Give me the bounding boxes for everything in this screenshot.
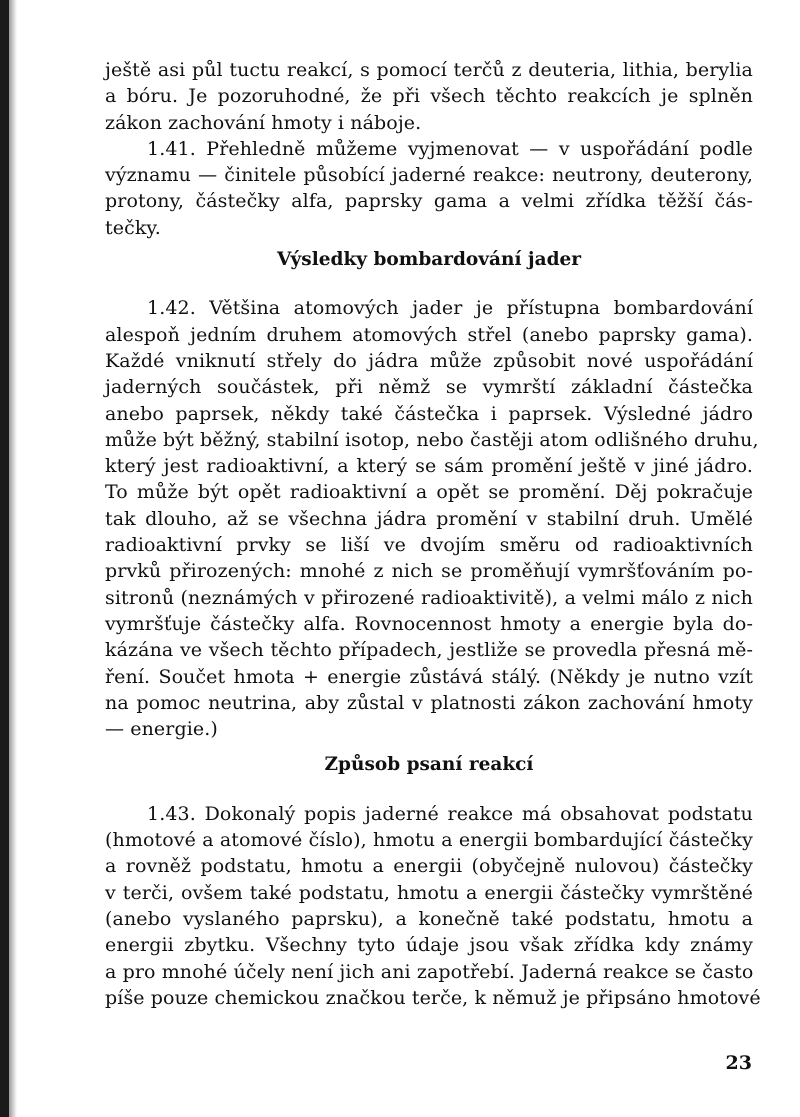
text-line: 1.41. Přehledně můžeme vyjmenovat — v uspořádání podle [147, 137, 753, 160]
text-line: alespoň jedním druhem atomových střel (anebo paprsky gama). [105, 323, 753, 346]
text-line: 1.42. Většina atomových jader je přístupna bombardování [147, 297, 753, 320]
scan-spine-shadow [0, 0, 9, 1117]
text-line: který jest radioaktivní, a který se sám promění ještě v jiné jádro. [105, 455, 753, 478]
text-line: (hmotové a atomové číslo), hmotu a energii bombardující částečky [105, 829, 753, 852]
text-line: — energie.) [105, 718, 218, 741]
paragraph-intro [105, 57, 753, 136]
text-line: jaderných součástek, při němž se vymrští základní částečka [105, 376, 753, 399]
text-line: 1.43. Dokonalý popis jaderné reakce má obsahovat podstatu [147, 802, 753, 825]
text-line: energii zbytku. Všechny tyto údaje jsou však zřídka kdy známy [105, 934, 753, 957]
text-line: tak dlouho, až se všechna jádra promění v stabilní druh. Umělé [105, 507, 753, 530]
paragraph-1-41 [105, 136, 753, 241]
text-line: prvků přirozených: mnohé z nich se proměňují vymršťováním po- [105, 560, 753, 583]
text-line: a rovněž podstatu, hmotu a energii (obyčejně nulovou) částečky [105, 855, 753, 878]
text-line: protony, částečky alfa, paprsky gama a velmi zřídka těžší čás- [105, 190, 753, 213]
text-line: píše pouze chemickou značkou terče, k němuž je připsáno hmotové [105, 986, 761, 1009]
page-body [105, 57, 761, 1011]
text-line: Každé vniknutí střely do jádra může způsobit nové uspořádání [105, 349, 753, 372]
text-line: v terči, ovšem také podstatu, hmotu a energii částečky vymrštěné [105, 881, 753, 904]
text-line: vymršťuje částečky alfa. Rovnocennost hmoty a energie byla do- [105, 612, 753, 635]
paragraph-1-42 [105, 295, 759, 742]
text-line: tečky. [105, 216, 161, 239]
paragraph-1-43 [105, 801, 761, 1011]
section-heading-notation: Způsob psaní reakcí [324, 754, 534, 776]
text-line: a pro mnohé účely není jich ani zapotřebí. Jaderná reakce se často [105, 960, 754, 983]
text-line: významu — činitele působící jaderné reakce: neutrony, deuterony, [105, 164, 753, 187]
text-line: kázána ve všech těchto případech, jestliže se provedla přesná mě- [105, 639, 753, 662]
text-line: může být běžný, stabilní isotop, nebo častěji atom odlišného druhu, [105, 428, 759, 451]
page-number: 23 [725, 1052, 752, 1074]
text-line: zákon zachování hmoty i náboje. [105, 111, 422, 134]
text-line: (anebo vyslaného paprsku), a konečně také podstatu, hmotu a [105, 907, 753, 930]
text-line: na pomoc neutrina, aby zůstal v platnosti zákon zachování hmoty [105, 691, 753, 714]
text-line: a bóru. Je pozoruhodné, že při všech těchto reakcích je splněn [105, 85, 753, 108]
scan-spine-fade [9, 0, 17, 1117]
text-line: ření. Součet hmota + energie zůstává stálý. (Někdy je nutno vzít [105, 665, 753, 688]
section-heading-bombardment: Výsledky bombardování jader [276, 249, 582, 271]
text-line: To může být opět radioaktivní a opět se promění. Děj pokračuje [105, 481, 753, 504]
text-line: anebo paprsek, někdy také částečka i paprsek. Výsledné jádro [105, 402, 753, 425]
text-line: sitronů (neznámých v přirozené radioaktivitě), a velmi málo z nich [105, 586, 753, 609]
text-line: radioaktivní prvky se liší ve dvojím směru od radioaktivních [105, 534, 753, 557]
text-line: ještě asi půl tuctu reakcí, s pomocí terčů z deuteria, lithia, berylia [105, 59, 753, 81]
